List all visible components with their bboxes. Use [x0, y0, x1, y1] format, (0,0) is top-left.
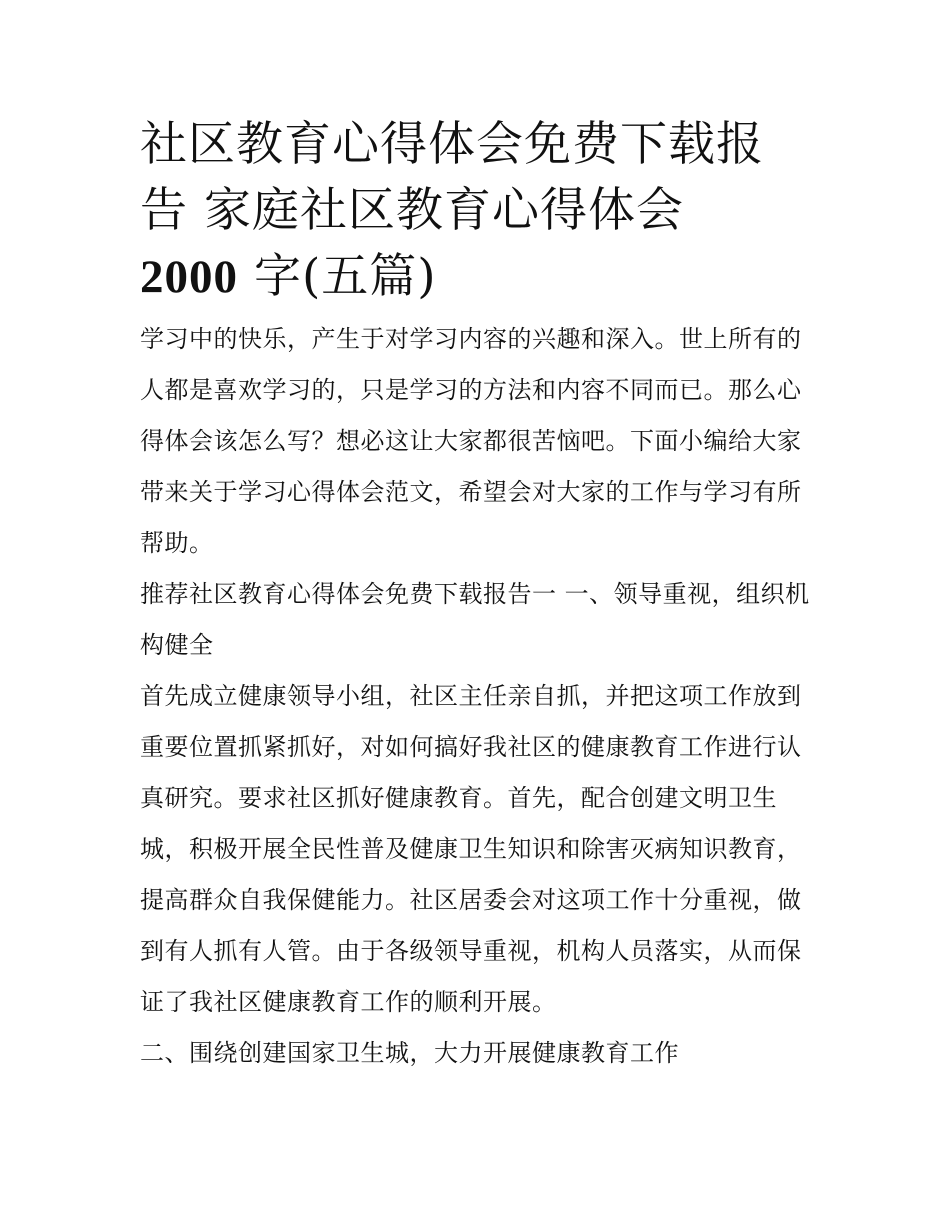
title-number: 2000: [140, 251, 238, 303]
title-line-3: 字(五篇): [238, 249, 437, 304]
intro-paragraph: 学习中的快乐，产生于对学习内容的兴趣和深入。世上所有的人都是喜欢学习的，只是学习的方法和内容不同而已。那么心得体会该怎么写？想必这让大家都很苦恼吧。下面小编给大家带来关于学习心得体会范文，希望会对大家的工作与学习有所帮助。: [140, 325, 802, 557]
section-heading-1: 推荐社区教育心得体会免费下载报告一 一、领导重视，组织机构健全: [140, 580, 810, 659]
section-heading-2: 二、围绕创建国家卫生城，大力开展健康教育工作: [140, 1039, 679, 1067]
title-line-2: 告 家庭社区教育心得体会: [140, 183, 684, 238]
title-line-1: 社区教育心得体会免费下载报: [140, 117, 764, 172]
document-title: [140, 112, 815, 310]
document-body: [140, 112, 815, 1079]
body-paragraph: 首先成立健康领导小组，社区主任亲自抓，并把这项工作放到重要位置抓紧抓好，对如何搞好我社区的健康教育工作进行认真研究。要求社区抓好健康教育。首先，配合创建文明卫生城，积极开展全民性普及健康卫生知识和除害灭病知识教育，提高群众自我保健能力。社区居委会对这项工作十分重视，做到有人抓有人管。由于各级领导重视，机构人员落实，从而保证了我社区健康教育工作的顺利开展。: [140, 682, 802, 1016]
